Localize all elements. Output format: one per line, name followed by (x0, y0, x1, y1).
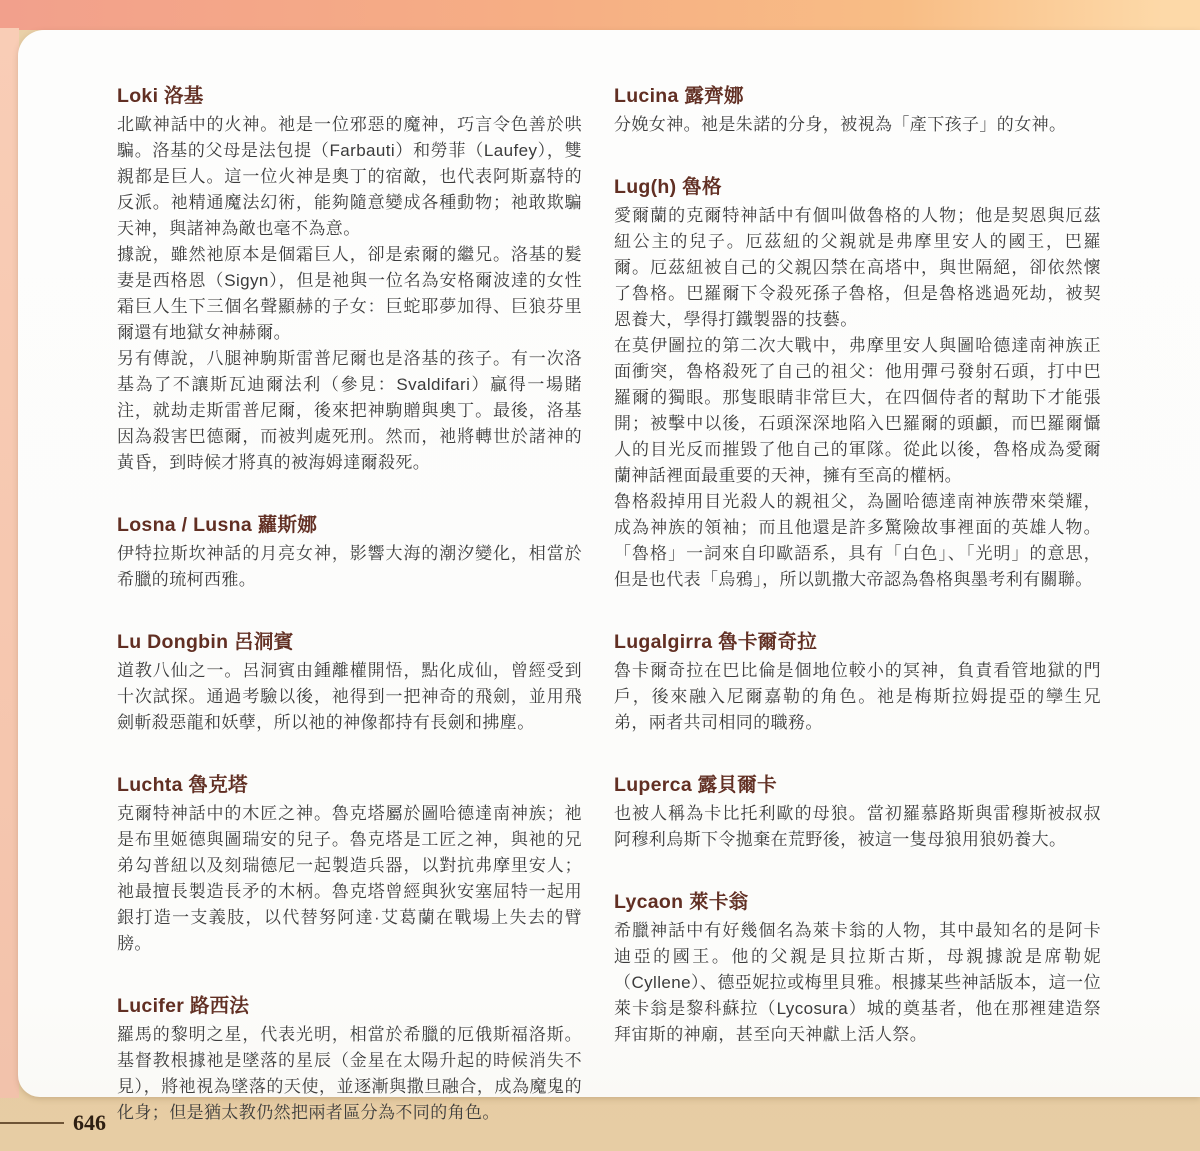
right-text-column (614, 84, 1101, 1048)
top-border-band (0, 0, 1200, 30)
entry-paragraph: 北歐神話中的火神。祂是一位邪惡的魔神，巧言令色善於哄騙。洛基的父母是法包提（Farbauti）和勞菲（Laufey），雙親都是巨人。這一位火神是奧丁的宿敵，也代表阿斯嘉特的反派。祂精通魔法幻術，能夠隨意變成各種動物；祂敢欺騙天神，與諸神為敵也毫不為意。 (117, 115, 582, 238)
entry-heading: Losna / Lusna 蘿斯娜 (117, 514, 318, 536)
book-page (18, 30, 1200, 1122)
entry-paragraph: 希臘神話中有好幾個名為萊卡翁的人物，其中最知名的是阿卡迪亞的國王。他的父親是貝拉斯古斯，母親據說是席勒妮（Cyllene）、德亞妮拉或梅里貝雅。根據某些神話版本，這一位萊卡翁是黎科蘇拉（Lycosura）城的奠基者，他在那裡建造祭拜宙斯的神廟，甚至向天神獻上活人祭。 (614, 921, 1101, 1044)
entry-luperca (614, 773, 1101, 853)
entry-heading: Luchta 魯克塔 (117, 774, 248, 796)
entry-paragraph: 據說，雖然祂原本是個霜巨人，卻是索爾的繼兄。洛基的髮妻是西格恩（Sigyn），但是祂與一位名為安格爾波達的女性霜巨人生下三個名聲顯赫的子女：巨蛇耶夢加得、巨狼芬里爾還有地獄女神赫爾。 (117, 245, 582, 342)
entry-heading: Lugalgirra 魯卡爾奇拉 (614, 631, 818, 653)
entry-heading: Lucina 露齊娜 (614, 85, 744, 107)
entry-paragraph: 魯格殺掉用目光殺人的親祖父，為圖哈德達南神族帶來榮耀，成為神族的領袖；而且他還是許多驚險故事裡面的英雄人物。「魯格」一詞來自印歐語系，具有「白色」、「光明」的意思，但是也代表「烏鴉」，所以凱撒大帝認為魯格與墨考利有關聯。 (614, 492, 1101, 589)
entry-lucifer (117, 994, 582, 1126)
left-text-column (117, 84, 582, 1126)
entry-lucina (614, 84, 1101, 138)
entry-paragraph: 伊特拉斯坎神話的月亮女神，影響大海的潮汐變化，相當於希臘的琉柯西雅。 (117, 544, 582, 589)
entry-paragraph: 愛爾蘭的克爾特神話中有個叫做魯格的人物；他是契恩與厄茲紐公主的兒子。厄茲紐的父親就是弗摩里安人的國王，巴羅爾。厄茲紐被自己的父親囚禁在高塔中，與世隔絕，卻依然懷了魯格。巴羅爾下令殺死孫子魯格，但是魯格逃過死劫，被契恩養大，學得打鐵製器的技藝。 (614, 206, 1101, 329)
page-number-rule (0, 1122, 64, 1124)
entry-paragraph: 克爾特神話中的木匠之神。魯克塔屬於圖哈德達南神族；祂是布里姬德與圖瑞安的兒子。魯克塔是工匠之神，與祂的兄弟勾普紐以及刻瑞德尼一起製造兵器，以對抗弗摩里安人；祂最擅長製造長矛的木柄。魯克塔曾經與狄安塞屈特一起用銀打造一支義肢，以代替努阿達·艾葛蘭在戰場上失去的臂膀。 (117, 804, 582, 953)
entry-paragraph: 分娩女神。祂是朱諾的分身，被視為「產下孩子」的女神。 (614, 115, 1067, 134)
entry-losna (117, 513, 582, 593)
page-number: 646 (73, 1110, 106, 1135)
entry-paragraph: 道教八仙之一。呂洞賓由鍾離權開悟，點化成仙，曾經受到十次試探。通過考驗以後，祂得到一把神奇的飛劍，並用飛劍斬殺惡龍和妖孽，所以祂的神像都持有長劍和拂塵。 (117, 661, 582, 732)
entry-heading: Loki 洛基 (117, 85, 204, 107)
entry-lu-dongbin (117, 630, 582, 736)
entry-lycaon (614, 890, 1101, 1048)
entry-paragraph: 在莫伊圖拉的第二次大戰中，弗摩里安人與圖哈德達南神族正面衝突，魯格殺死了自己的祖父：他用彈弓發射石頭，打中巴羅爾的獨眼。那隻眼睛非常巨大，在四個侍者的幫助下才能張開；被擊中以後，石頭深深地陷入巴羅爾的頭顱，而巴羅爾懾人的目光反而摧毀了他自己的軍隊。從此以後，魯格成為愛爾蘭神話裡面最重要的天神，擁有至高的權柄。 (614, 336, 1101, 485)
entry-loki (117, 84, 582, 476)
entry-heading: Lycaon 萊卡翁 (614, 891, 749, 913)
entry-paragraph: 魯卡爾奇拉在巴比倫是個地位較小的冥神，負責看管地獄的門戶，後來融入尼爾嘉勒的角色。祂是梅斯拉姆提亞的孿生兄弟，兩者共司相同的職務。 (614, 661, 1101, 732)
entry-paragraph: 羅馬的黎明之星，代表光明，相當於希臘的厄俄斯福洛斯。基督教根據祂是墜落的星辰（金星在太陽升起的時候消失不見），將祂視為墜落的天使，並逐漸與撒旦融合，成為魔鬼的化身；但是猶太教仍然把兩者區分為不同的角色。 (117, 1025, 582, 1122)
entry-paragraph: 另有傳說，八腿神駒斯雷普尼爾也是洛基的孩子。有一次洛基為了不讓斯瓦迪爾法利（參見：Svaldifari）贏得一場賭注，就劫走斯雷普尼爾，後來把神駒贈與奧丁。最後，洛基因為殺害巴德爾，而被判處死刑。然而，祂將轉世於諸神的黃昏，到時候才將真的被海姆達爾殺死。 (117, 349, 582, 472)
entry-heading: Lu Dongbin 呂洞賓 (117, 631, 294, 653)
entry-luchta (117, 773, 582, 957)
entry-heading: Lucifer 路西法 (117, 995, 250, 1017)
entry-paragraph: 也被人稱為卡比托利歐的母狼。當初羅慕路斯與雷穆斯被叔叔阿穆利烏斯下令拋棄在荒野後，被這一隻母狼用狼奶養大。 (614, 804, 1101, 849)
left-border-band (0, 28, 19, 1098)
entry-heading: Lug(h) 魯格 (614, 176, 722, 198)
entry-lugalgirra (614, 630, 1101, 736)
entry-lugh (614, 175, 1101, 593)
page-footer (0, 1110, 106, 1136)
entry-heading: Luperca 露貝爾卡 (614, 774, 777, 796)
